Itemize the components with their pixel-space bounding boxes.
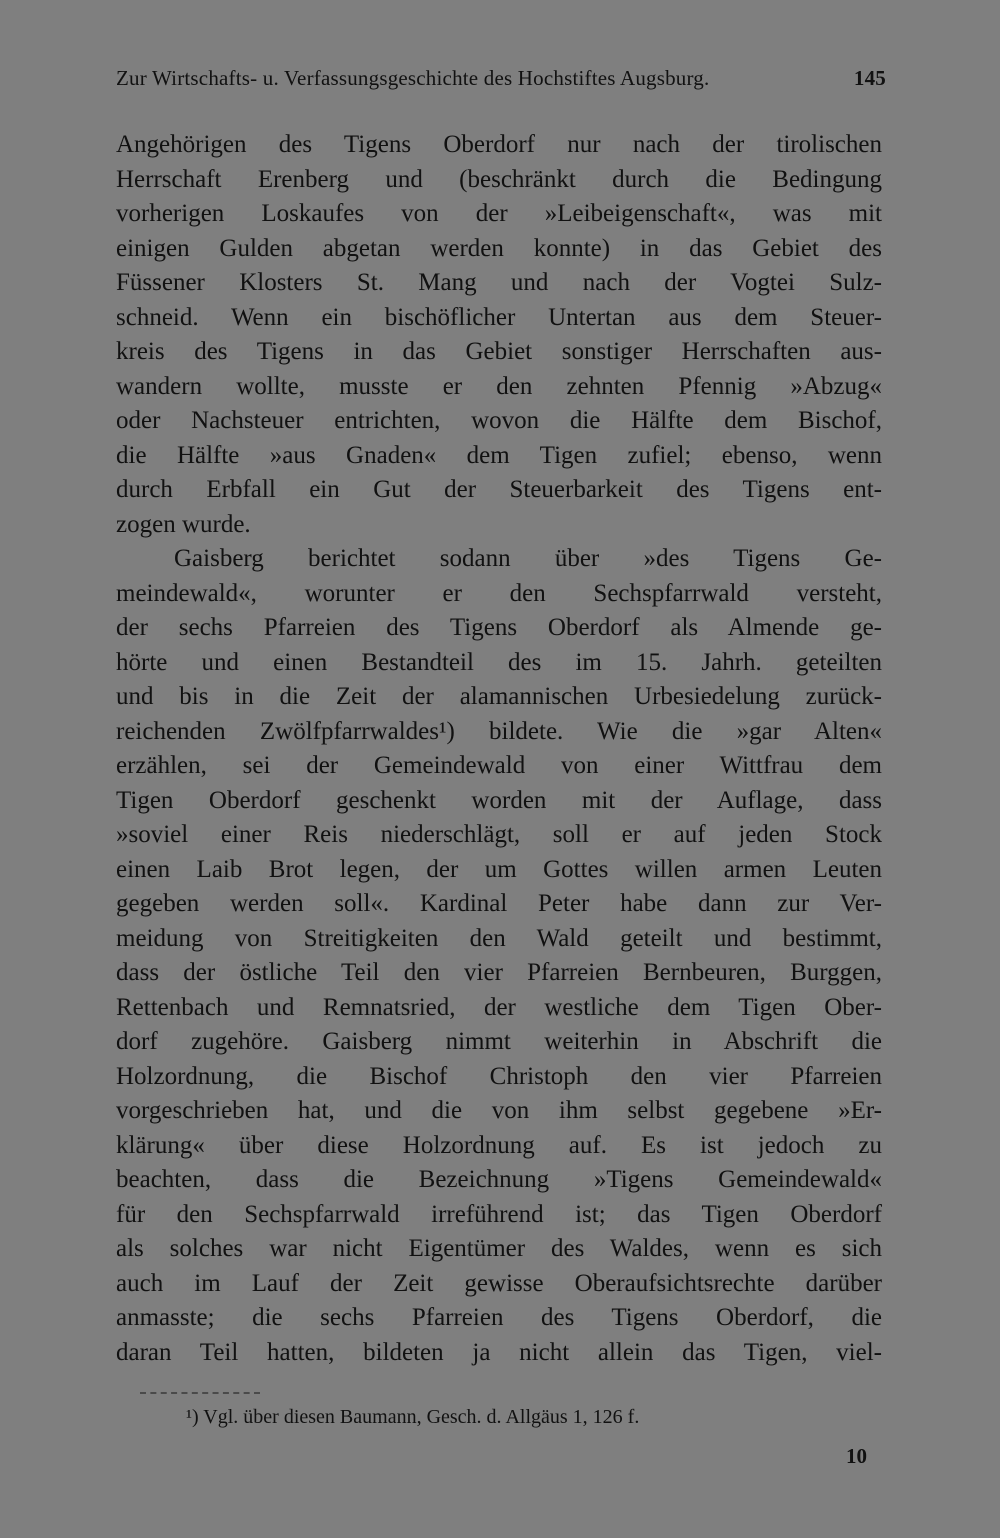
text-line: Füssener Klosters St. Mang und nach der Vogtei Sulz- [116, 269, 882, 296]
text-line: für den Sechspfarrwald irreführend ist; das Tigen Oberdorf [116, 1200, 882, 1228]
text-line: einen Laib Brot legen, der um Gottes willen armen Leuten [116, 855, 882, 883]
text-line: Holzordnung, die Bischof Christoph den vier Pfarreien [116, 1062, 882, 1090]
text-line: oder Nachsteuer entrichten, wovon die Hälfte dem Bischof, [116, 407, 882, 434]
running-head [116, 66, 886, 91]
text-line: meidung von Streitigkeiten den Wald geteilt und bestimmt, [116, 924, 882, 952]
text-line: reichenden Zwölfpfarrwaldes¹) bildete. Wie die »gar Alten« [116, 717, 882, 745]
text-line: klärung« über diese Holzordnung auf. Es ist jedoch zu [116, 1131, 882, 1159]
footnote-rule [140, 1392, 260, 1394]
signature-mark: 10 [846, 1444, 867, 1468]
text-line: meindewald«, worunter er den Sechspfarrwald versteht, [116, 579, 882, 607]
text-line: vorherigen Loskaufes von der »Leibeigenschaft«, was mit [116, 200, 882, 227]
text-line: Rettenbach und Remnatsried, der westliche dem Tigen Ober- [116, 993, 882, 1021]
text-line: gegeben werden soll«. Kardinal Peter habe dann zur Ver- [116, 890, 882, 917]
text-line: dass der östliche Teil den vier Pfarreien Bernbeuren, Burggen, [116, 959, 882, 986]
text-line: vorgeschrieben hat, und die von ihm selbst gegebene »Er- [116, 1097, 882, 1124]
text-line: beachten, dass die Bezeichnung »Tigens Gemeindewald« [116, 1166, 882, 1193]
text-line: erzählen, sei der Gemeindewald von einer Wittfrau dem [116, 752, 882, 779]
text-line: auch im Lauf der Zeit gewisse Oberaufsichtsrechte darüber [116, 1269, 882, 1297]
paragraph-start-line: Gaisberg berichtet sodann über »des Tigens Ge- [174, 545, 882, 572]
text-line: dorf zugehöre. Gaisberg nimmt weiterhin in Abschrift die [116, 1028, 882, 1055]
text-line: die Hälfte »aus Gnaden« dem Tigen zufiel; ebenso, wenn [116, 441, 882, 469]
text-line: zogen wurde. [116, 510, 251, 538]
body-text [116, 128, 882, 1370]
text-line: hörte und einen Bestandteil des im 15. Jahrh. geteilten [116, 648, 882, 676]
text-line: als solches war nicht Eigentümer des Waldes, wenn es sich [116, 1235, 882, 1262]
text-line: daran Teil hatten, bildeten ja nicht allein das Tigen, viel- [116, 1338, 882, 1366]
text-line: anmasste; die sechs Pfarreien des Tigens Oberdorf, die [116, 1304, 882, 1331]
text-line: Herrschaft Erenberg und (beschränkt durch die Bedingung [116, 165, 882, 193]
text-line: einigen Gulden abgetan werden konnte) in das Gebiet des [116, 234, 882, 262]
footnote-marker: ¹) [186, 1406, 199, 1428]
page-number: 145 [853, 66, 886, 90]
text-line: wandern wollte, musste er den zehnten Pfennig »Abzug« [116, 372, 882, 400]
text-line: und bis in die Zeit der alamannischen Urbesiedelung zurück- [116, 683, 882, 710]
text-line: Angehörigen des Tigens Oberdorf nur nach der tirolischen [116, 131, 882, 158]
text-line: »soviel einer Reis niederschlägt, soll er auf jeden Stock [116, 821, 882, 848]
running-title: Zur Wirtschafts- u. Verfassungsgeschichte des Hochstiftes Augsburg. [116, 66, 710, 90]
footnote [186, 1406, 639, 1429]
text-line: der sechs Pfarreien des Tigens Oberdorf als Almende ge- [116, 614, 882, 641]
text-line: durch Erbfall ein Gut der Steuerbarkeit des Tigens ent- [116, 476, 882, 503]
text-line: schneid. Wenn ein bischöflicher Untertan aus dem Steuer- [116, 303, 882, 331]
text-line: Tigen Oberdorf geschenkt worden mit der Auflage, dass [116, 786, 882, 814]
footnote-text: Vgl. über diesen Baumann, Gesch. d. Allgäus 1, 126 f. [203, 1406, 640, 1428]
text-line: kreis des Tigens in das Gebiet sonstiger Herrschaften aus- [116, 338, 882, 365]
